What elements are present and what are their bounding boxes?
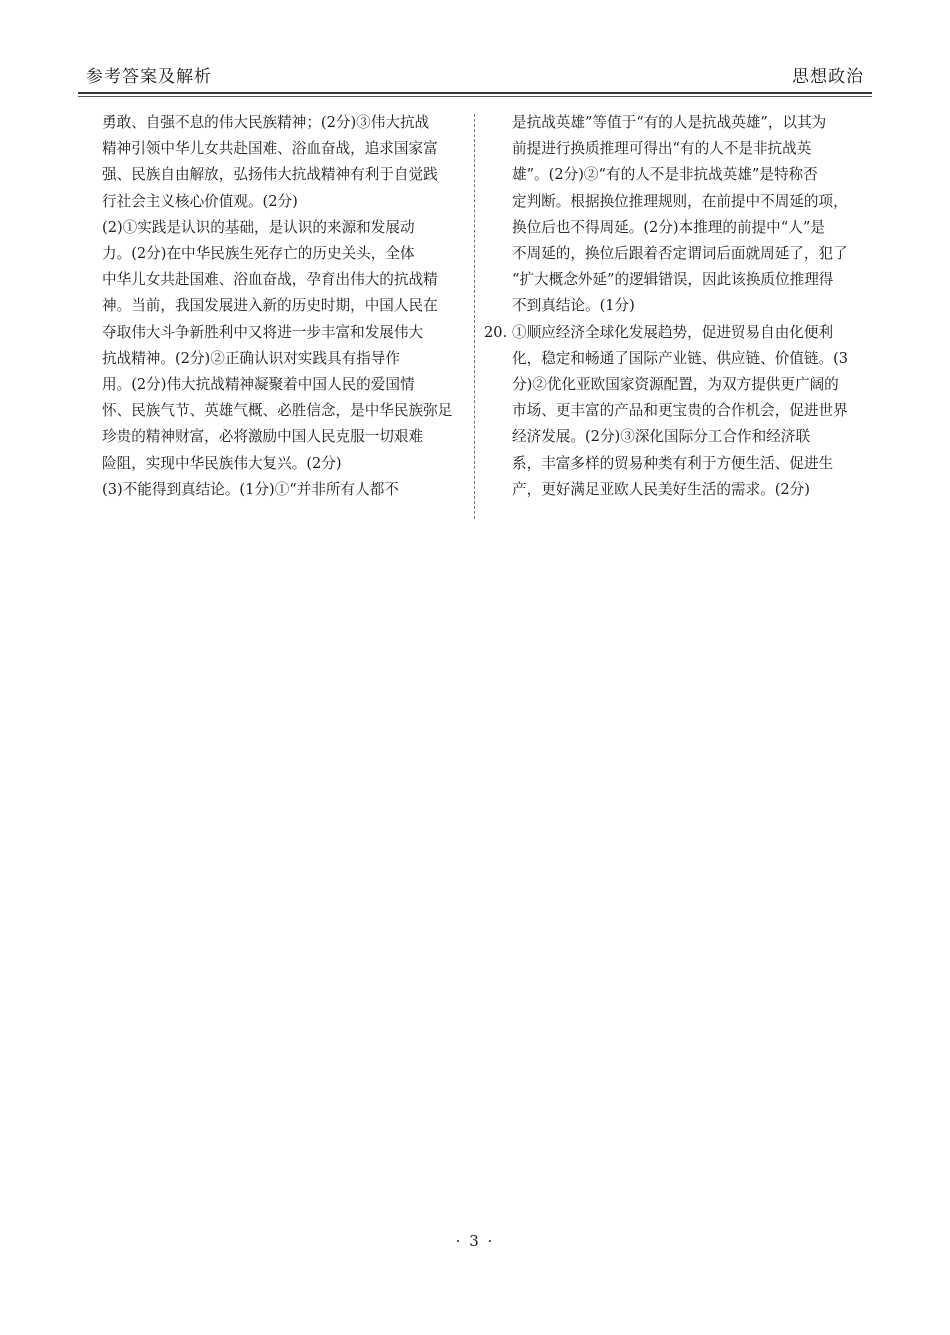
q20-line-5: 经济发展。(2分)③深化国际分工合作和经济联 (512, 428, 810, 446)
q20-line-2: 化，稳定和畅通了国际产业链、供应链、价值链。(3 (512, 349, 849, 367)
left-line-12: 怀、民族气节、英雄气概、必胜信念，是中华民族弥足 (102, 402, 453, 420)
header-rule-thin (78, 96, 872, 97)
left-line-5: (2)①实践是认识的基础，是认识的来源和发展动 (102, 218, 415, 236)
q20-line-3: 分)②优化亚欧国家资源配置，为双方提供更广阔的 (512, 376, 839, 394)
page-number: · 3 · (455, 1232, 495, 1250)
left-line-11: 用。(2分)伟大抗战精神凝聚着中国人民的爱国情 (102, 376, 415, 394)
header-rule (78, 92, 872, 94)
left-column (102, 110, 462, 503)
header-subject-title: 思想政治 (792, 67, 864, 87)
right-line-7: “扩大概念外延”的逻辑错误，因此该换质位推理得 (512, 271, 834, 289)
right-line-6: 不周延的，换位后跟着否定谓词后面就周延了，犯了 (512, 245, 848, 263)
question-20-number: 20. (484, 323, 508, 341)
left-line-8: 神。当前，我国发展进入新的历史时期，中国人民在 (102, 297, 438, 315)
q20-line-1: ①顺应经济全球化发展趋势，促进贸易自由化便利 (512, 323, 834, 341)
right-line-1: 是抗战英雄”等值于“有的人是抗战英雄”，以其为 (512, 114, 827, 131)
left-line-2: 精神引领中华儿女共赴国难、浴血奋战，追求国家富 (102, 140, 438, 158)
right-line-2: 前提进行换质推理可得出“有的人不是非抗战英 (512, 140, 812, 158)
left-line-10: 抗战精神。(2分)②正确认识对实践具有指导作 (102, 349, 400, 367)
left-line-14: 险阻，实现中华民族伟大复兴。(2分) (102, 454, 342, 472)
right-line-4: 定判断。根据换位推理规则，在前提中不周延的项， (512, 192, 848, 210)
left-line-6: 力。(2分)在中华民族生死存亡的历史关头，全体 (102, 245, 415, 263)
left-line-9: 夺取伟大斗争新胜利中又将进一步丰富和发展伟大 (102, 323, 424, 341)
q20-line-7: 产，更好满足亚欧人民美好生活的需求。(2分) (512, 480, 810, 498)
left-line-3: 强、民族自由解放，弘扬伟大抗战精神有利于自觉践 (102, 166, 438, 184)
header-book-title: 参考答案及解析 (86, 67, 212, 87)
question-20 (486, 320, 872, 503)
left-line-4: 行社会主义核心价值观。(2分) (102, 192, 298, 210)
column-divider (474, 114, 475, 519)
left-line-1: 勇敢、自强不息的伟大民族精神；(2分)③伟大抗战 (102, 114, 430, 131)
right-line-5: 换位后也不得周延。(2分)本推理的前提中“人”是 (512, 218, 825, 236)
right-column (486, 110, 872, 503)
left-line-15: (3)不能得到真结论。(1分)①“并非所有人都不 (102, 480, 399, 498)
right-line-3: 雄”。(2分)②“有的人不是非抗战英雄”是特称否 (512, 166, 818, 184)
q20-line-6: 系，丰富多样的贸易种类有利于方便生活、促进生 (512, 454, 834, 472)
q20-line-4: 市场、更丰富的产品和更宝贵的合作机会，促进世界 (512, 402, 848, 420)
page-header (78, 58, 872, 94)
left-line-13: 珍贵的精神财富，必将激励中国人民克服一切艰难 (102, 428, 424, 446)
left-line-7: 中华儿女共赴国难、浴血奋战，孕育出伟大的抗战精 (102, 271, 438, 289)
right-line-8: 不到真结论。(1分) (512, 297, 635, 315)
